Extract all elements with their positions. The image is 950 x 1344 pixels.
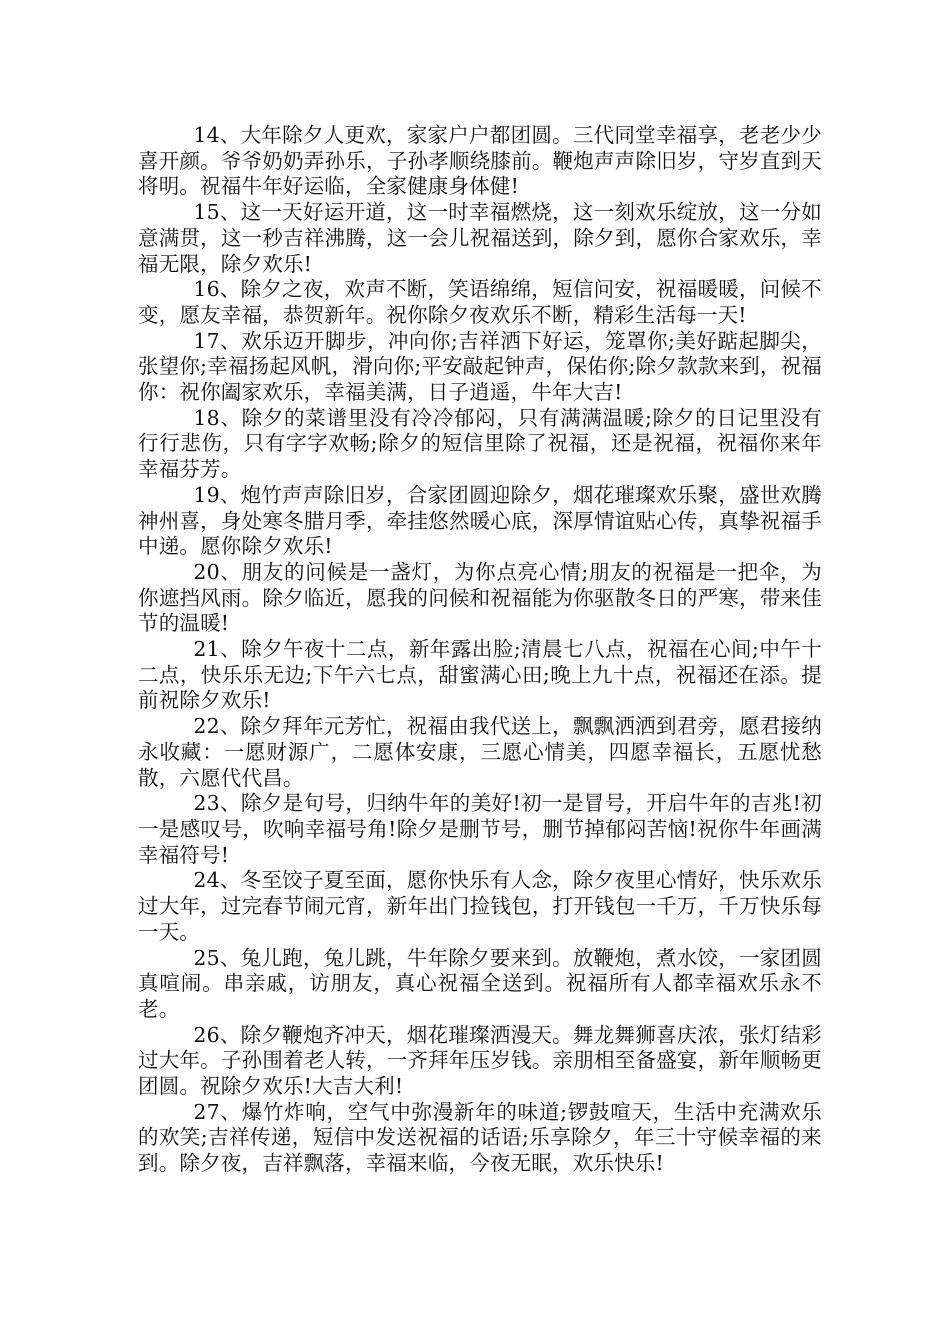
paragraph-17: 17、欢乐迈开脚步，冲向你;吉祥洒下好运，笼罩你;美好踮起脚尖，张望你;幸福扬起风帆，滑向你;平安敲起钟声，保佑你;除夕款款来到，祝福你：祝你阖家欢乐，幸福美满，日子逍遥，牛年大吉! [138,328,822,405]
paragraph-16: 16、除夕之夜，欢声不断，笑语绵绵，短信问安，祝福暖暖，问候不变，愿友幸福，恭贺新年。祝你除夕夜欢乐不断，精彩生活每一天! [138,277,822,327]
paragraph-15: 15、这一天好运开道，这一时幸福燃烧，这一刻欢乐绽放，这一分如意满贯，这一秒吉祥沸腾，这一会儿祝福送到，除夕到，愿你合家欢乐，幸福无限，除夕欢乐! [138,200,822,276]
paragraph-25: 25、兔儿跑，兔儿跳，牛年除夕要来到。放鞭炮，煮水饺，一家团圆真喧闹。串亲戚，访朋友，真心祝福全送到。祝福所有人都幸福欢乐永不老。 [138,945,822,1021]
paragraph-26: 26、除夕鞭炮齐冲天，烟花璀璨洒漫天。舞龙舞狮喜庆浓，张灯结彩过大年。子孙围着老人转，一齐拜年压岁钱。亲朋相至备盛宴，新年顺畅更团圆。祝除夕欢乐!大吉大利! [138,1022,822,1099]
paragraph-23: 23、除夕是句号，归纳牛年的美好!初一是冒号，开启牛年的吉兆!初一是感叹号，吹响幸福号角!除夕是删节号，删节掉郁闷苦恼!祝你牛年画满幸福符号! [138,791,822,867]
paragraph-27: 27、爆竹炸响，空气中弥漫新年的味道;锣鼓喧天，生活中充满欢乐的欢笑;吉祥传递，短信中发送祝福的话语;乐享除夕，年三十守候幸福的来到。除夕夜，吉祥飘落，幸福来临，今夜无眠，欢乐快乐! [138,1099,822,1176]
paragraph-21: 21、除夕午夜十二点，新年露出脸;清晨七八点，祝福在心间;中午十二点，快乐乐无边;下午六七点，甜蜜满心田;晚上九十点，祝福还在添。提前祝除夕欢乐! [138,637,822,713]
document-body [138,123,822,1177]
paragraph-14: 14、大年除夕人更欢，家家户户都团圆。三代同堂幸福享，老老少少喜开颜。爷爷奶奶弄孙乐，子孙孝顺绕膝前。鞭炮声声除旧岁，守岁直到天将明。祝福牛年好运临，全家健康身体健! [138,123,822,199]
paragraph-20: 20、朋友的问候是一盏灯，为你点亮心情;朋友的祝福是一把伞，为你遮挡风雨。除夕临近，愿我的问候和祝福能为你驱散冬日的严寒，带来佳节的温暖! [138,559,822,636]
paragraph-19: 19、炮竹声声除旧岁，合家团圆迎除夕，烟花璀璨欢乐聚，盛世欢腾神州喜，身处寒冬腊月季，牵挂悠然暖心底，深厚情谊贴心传，真挚祝福手中递。愿你除夕欢乐! [138,482,822,559]
paragraph-22: 22、除夕拜年元芳忙，祝福由我代送上，飘飘洒洒到君旁，愿君接纳永收藏：一愿财源广，二愿体安康，三愿心情美，四愿幸福长，五愿忧愁散，六愿代代昌。 [138,714,822,790]
paragraph-24: 24、冬至饺子夏至面，愿你快乐有人念，除夕夜里心情好，快乐欢乐过大年，过完春节闹元宵，新年出门捡钱包，打开钱包一千万，千万快乐每一天。 [138,868,822,944]
paragraph-18: 18、除夕的菜谱里没有冷冷郁闷，只有满满温暖;除夕的日记里没有行行悲伤，只有字字欢畅;除夕的短信里除了祝福，还是祝福，祝福你来年幸福芬芳。 [138,405,822,482]
